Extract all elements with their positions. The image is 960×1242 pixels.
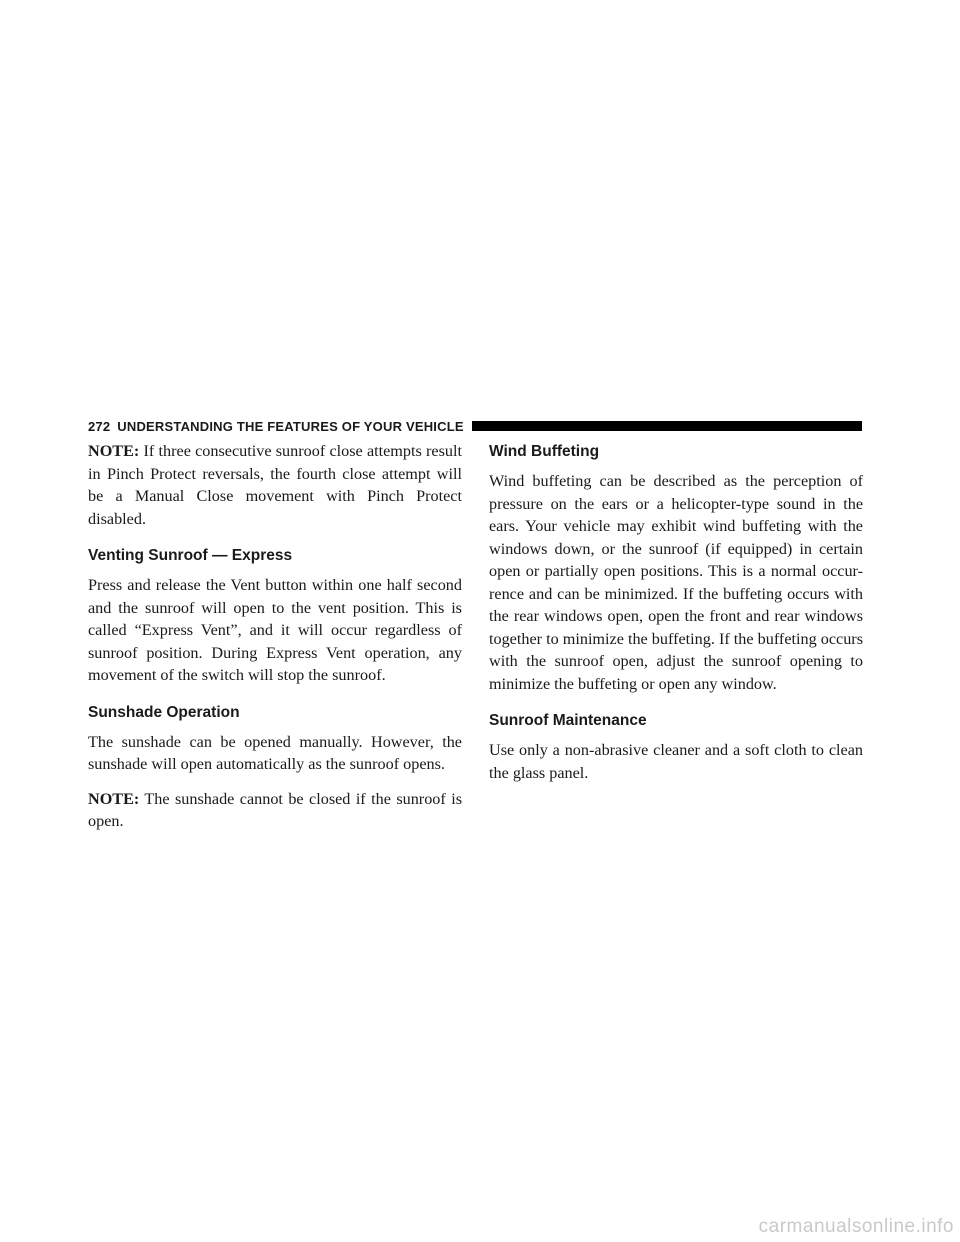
note-text: The sunshade cannot be closed if the sunroof is open. [88,789,462,830]
paragraph-wind-buffeting: Wind buffeting can be described as the perception of pressure on the ears or a helicopter-type sound in the ears. Your vehicle may exhibit wind buffeting with the windows down, or the sunroof (if equipped) in certain open or partially open positions. This is a normal occur-rence and can be minimized. If the buffeting occurs with the rear windows open, open the front and rear windows together to minimize the buffeting. If the buffeting occurs with the sunroof open, adjust the sunroof opening to minimize the buffeting or open any window. [489,472,863,693]
section-title: UNDERSTANDING THE FEATURES OF YOUR VEHICLE [117,418,464,434]
paragraph-sunroof-maintenance: Use only a non-abrasive cleaner and a soft cloth to clean the glass panel. [489,741,863,782]
page-header [88,418,862,434]
note-sunshade [88,788,462,833]
note-label: NOTE: [88,442,140,460]
heading-sunroof-maintenance: Sunroof Maintenance [489,712,647,729]
left-column [88,440,462,845]
heading-sunshade-operation: Sunshade Operation [88,703,240,721]
note-pinch-protect [88,440,462,530]
page-number: 272 [88,418,111,434]
note-text: If three consecutive sunroof close attempts result in Pinch Protect reversals, the fourth close attempt will be a Manual Close movement with Pinch Protect disabled. [88,442,462,528]
paragraph-sunshade-operation: The sunshade can be opened manually. However, the sunshade will open automatically as the sunroof opens. [88,732,462,773]
note-label: NOTE: [88,789,140,808]
heading-wind-buffeting: Wind Buffeting [489,443,600,460]
header-rule [472,421,862,431]
heading-venting-sunroof: Venting Sunroof — Express [88,547,293,564]
right-column [489,440,863,796]
watermark: carmanualsonline.info [758,1216,954,1237]
paragraph-venting-sunroof: Press and release the Vent button within one half second and the sunroof will open to the vent position. This is called “Express Vent”, and it will occur regardless of sunroof position. During Express Vent operation, any movement of the switch will stop the sunroof. [88,576,462,684]
